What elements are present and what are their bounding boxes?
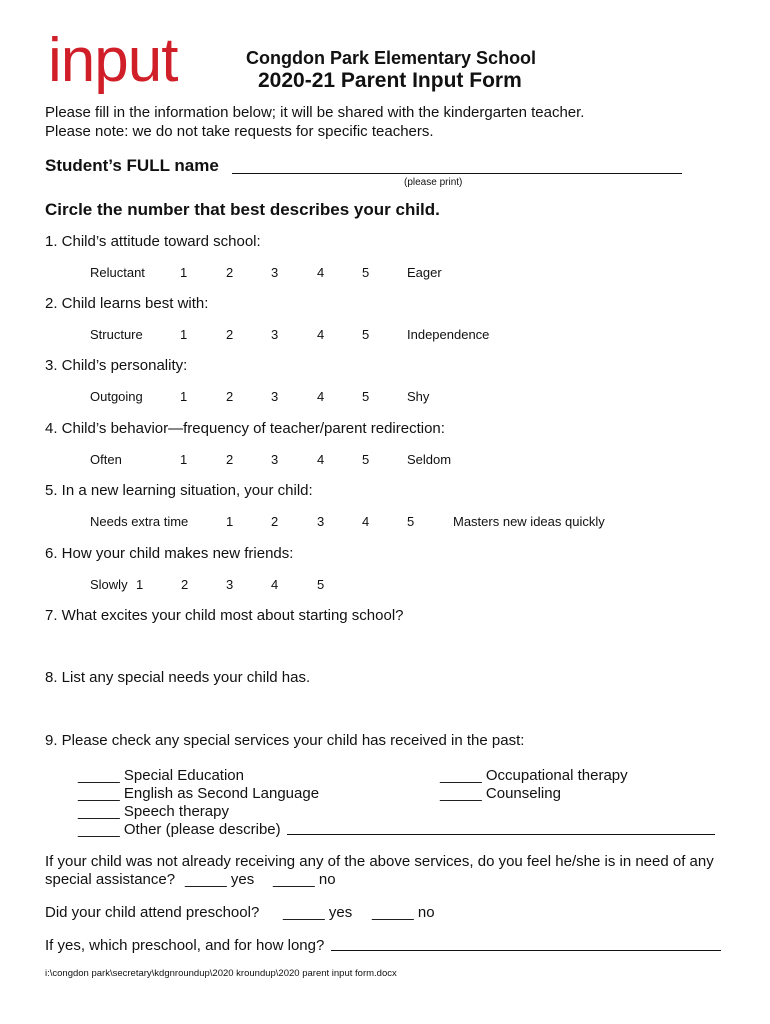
scale-option-3[interactable]: 3 xyxy=(317,514,325,529)
scale-option-5[interactable]: 5 xyxy=(317,577,325,592)
service-counseling[interactable] xyxy=(440,785,561,802)
service-label: Special Education xyxy=(123,767,244,784)
preschool-yes-option[interactable] xyxy=(283,904,352,921)
blank: _____ xyxy=(283,904,325,921)
assist-yes-option[interactable] xyxy=(185,871,254,888)
scale-low-label: Reluctant xyxy=(90,265,145,280)
service-label: Occupational therapy xyxy=(485,767,628,784)
service-blank: _____ xyxy=(78,767,120,784)
service-special-education[interactable] xyxy=(78,767,244,784)
student-name-field[interactable] xyxy=(232,173,682,174)
scale-high-label: Masters new ideas quickly xyxy=(453,514,605,529)
scale-high-label: Independence xyxy=(407,327,490,342)
scale-option-5[interactable]: 5 xyxy=(407,514,415,529)
service-speech-therapy[interactable] xyxy=(78,803,229,820)
form-title: 2020-21 Parent Input Form xyxy=(258,69,522,92)
scale-option-3[interactable]: 3 xyxy=(271,389,279,404)
service-label: Counseling xyxy=(485,785,561,802)
scale-option-1[interactable]: 1 xyxy=(226,514,234,529)
service-blank: _____ xyxy=(78,803,120,820)
scale-option-1[interactable]: 1 xyxy=(136,577,144,592)
scale-option-2[interactable]: 2 xyxy=(226,327,234,342)
assist-question-line1: If your child was not already receiving any of the above services, do you feel he/she is in need of any xyxy=(45,853,714,870)
scale-option-3[interactable]: 3 xyxy=(271,327,279,342)
service-label: Other (please describe) xyxy=(123,821,281,838)
circle-heading: Circle the number that best describes your child. xyxy=(45,200,440,219)
blank: _____ xyxy=(273,871,315,888)
scale-option-4[interactable]: 4 xyxy=(317,452,325,467)
scale-option-4[interactable]: 4 xyxy=(317,265,325,280)
scale-low-label: Outgoing xyxy=(90,389,143,404)
scale-option-5[interactable]: 5 xyxy=(362,327,370,342)
scale-low-label: Slowly xyxy=(90,577,128,592)
service-blank: _____ xyxy=(440,767,482,784)
yes-label: yes xyxy=(230,871,255,888)
scale-option-1[interactable]: 1 xyxy=(180,327,188,342)
scale-option-1[interactable]: 1 xyxy=(180,452,188,467)
scale-question-5: 5. In a new learning situation, your child: xyxy=(45,482,313,499)
scale-question-2: 2. Child learns best with: xyxy=(45,295,209,312)
other-describe-field[interactable] xyxy=(287,834,715,835)
service-blank: _____ xyxy=(440,785,482,802)
preschool-no-option[interactable] xyxy=(372,904,435,921)
scale-low-label: Structure xyxy=(90,327,143,342)
scale-option-2[interactable]: 2 xyxy=(271,514,279,529)
scale-option-3[interactable]: 3 xyxy=(226,577,234,592)
scale-option-5[interactable]: 5 xyxy=(362,452,370,467)
scale-option-1[interactable]: 1 xyxy=(180,389,188,404)
scale-high-label: Shy xyxy=(407,389,430,404)
scale-option-4[interactable]: 4 xyxy=(317,389,325,404)
blank: _____ xyxy=(372,904,414,921)
yes-label: yes xyxy=(328,904,353,921)
scale-option-4[interactable]: 4 xyxy=(317,327,325,342)
service-blank: _____ xyxy=(78,821,120,838)
no-label: no xyxy=(417,904,435,921)
no-label: no xyxy=(318,871,336,888)
which-preschool-field[interactable] xyxy=(331,950,721,951)
scale-option-5[interactable]: 5 xyxy=(362,265,370,280)
service-label: Speech therapy xyxy=(123,803,229,820)
scale-option-3[interactable]: 3 xyxy=(271,265,279,280)
scale-high-label: Eager xyxy=(407,265,442,280)
blank: _____ xyxy=(185,871,227,888)
student-name-label: Student’s FULL name xyxy=(45,156,219,175)
scale-option-2[interactable]: 2 xyxy=(181,577,189,592)
assist-no-option[interactable] xyxy=(273,871,336,888)
scale-question-6: 6. How your child makes new friends: xyxy=(45,545,294,562)
intro-line-1: Please fill in the information below; it will be shared with the kindergarten teacher. xyxy=(45,104,585,121)
question-8: 8. List any special needs your child has. xyxy=(45,669,311,686)
scale-option-5[interactable]: 5 xyxy=(362,389,370,404)
school-name: Congdon Park Elementary School xyxy=(246,48,537,68)
scale-question-1: 1. Child’s attitude toward school: xyxy=(45,233,261,250)
question-9: 9. Please check any special services your child has received in the past: xyxy=(45,732,525,749)
scale-low-label: Needs extra time xyxy=(90,514,189,529)
which-preschool-question: If yes, which preschool, and for how long? xyxy=(45,937,325,954)
scale-option-1[interactable]: 1 xyxy=(180,265,188,280)
scale-high-label: Seldom xyxy=(407,452,452,467)
scale-option-3[interactable]: 3 xyxy=(271,452,279,467)
question-7: 7. What excites your child most about starting school? xyxy=(45,607,404,624)
please-print-hint: (please print) xyxy=(404,177,463,188)
scale-question-3: 3. Child’s personality: xyxy=(45,357,188,374)
service-label: English as Second Language xyxy=(123,785,320,802)
input-logo: input xyxy=(48,26,178,95)
preschool-question: Did your child attend preschool? xyxy=(45,904,260,921)
scale-question-4: 4. Child’s behavior—frequency of teacher/parent redirection: xyxy=(45,420,445,437)
scale-option-4[interactable]: 4 xyxy=(271,577,279,592)
scale-option-2[interactable]: 2 xyxy=(226,452,234,467)
intro-line-2: Please note: we do not take requests for specific teachers. xyxy=(45,123,434,140)
scale-option-2[interactable]: 2 xyxy=(226,389,234,404)
scale-low-label: Often xyxy=(90,452,122,467)
service-blank: _____ xyxy=(78,785,120,802)
footer-file-path: i:\congdon park\secretary\kdgnroundup\2020 kroundup\2020 parent input form.docx xyxy=(45,968,397,979)
scale-option-4[interactable]: 4 xyxy=(362,514,370,529)
service-esl[interactable] xyxy=(78,785,319,802)
assist-question-line2: special assistance? xyxy=(45,871,176,888)
service-other[interactable] xyxy=(78,821,281,838)
service-occupational-therapy[interactable] xyxy=(440,767,628,784)
scale-option-2[interactable]: 2 xyxy=(226,265,234,280)
